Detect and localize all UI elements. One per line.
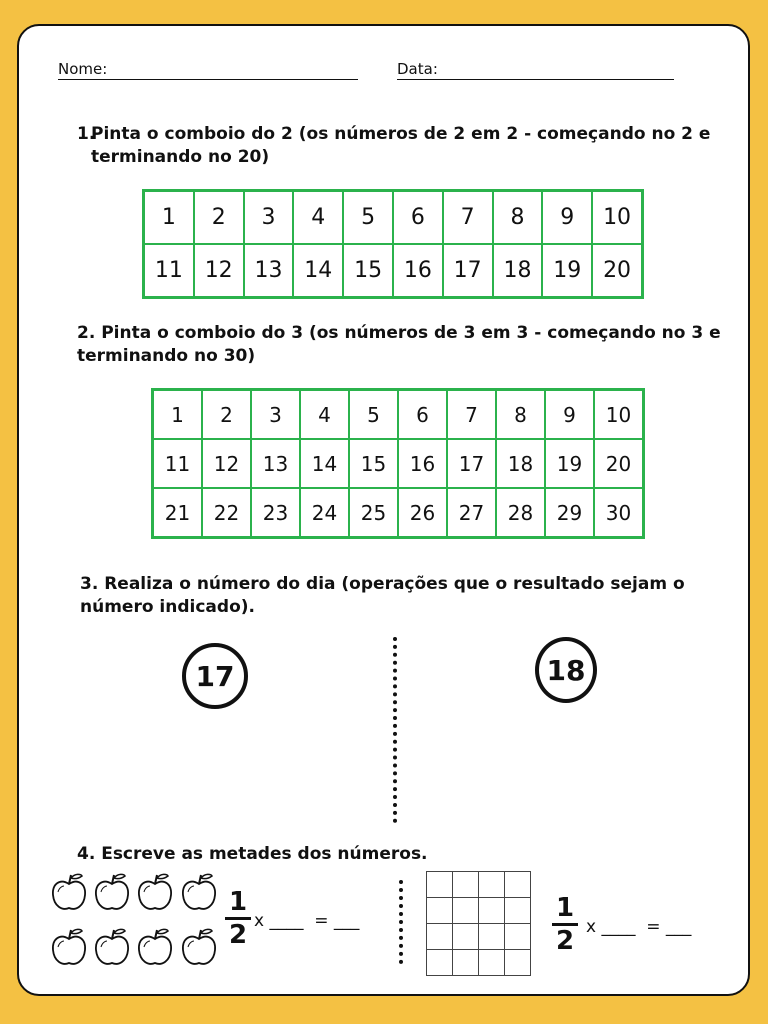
grid-cell[interactable]: 10 [592,191,642,245]
number-grid-1 [142,189,644,299]
apple-icon [180,870,218,912]
apple-icon [50,925,88,967]
grid-cell[interactable]: 11 [153,439,203,488]
square-cell[interactable] [505,872,531,898]
question-1-number: 1. [77,124,96,144]
grid-cell[interactable]: 11 [144,244,194,298]
grid-cell[interactable]: 9 [542,191,592,245]
grid-cell[interactable]: 17 [443,244,493,298]
grid-cell[interactable]: 19 [545,439,594,488]
grid-cell[interactable]: 2 [202,390,251,440]
apple-icon [50,870,88,912]
dotted-divider [393,637,397,823]
grid-cell[interactable]: 28 [496,488,545,538]
square-cell[interactable] [427,898,453,924]
fraction-numerator: 1 [228,887,248,917]
square-cell[interactable] [505,950,531,976]
square-cell[interactable] [427,924,453,950]
question-3-text: 3. Realiza o número do dia (operações que o resultado sejam o número indicado). [80,574,685,617]
grid-cell[interactable]: 13 [244,244,294,298]
apple-icon [136,925,174,967]
grid-cell[interactable]: 13 [251,439,300,488]
equation-left[interactable]: x ____ = ___ [254,911,360,931]
square-row [427,898,531,924]
grid-cell[interactable]: 18 [496,439,545,488]
name-line[interactable] [58,79,358,80]
grid-cell[interactable]: 1 [153,390,203,440]
grid-cell[interactable]: 16 [398,439,447,488]
grid-cell[interactable]: 7 [447,390,496,440]
grid-cell[interactable]: 16 [393,244,443,298]
square-cell[interactable] [479,950,505,976]
grid-cell[interactable]: 23 [251,488,300,538]
square-cell[interactable] [453,898,479,924]
grid-cell[interactable]: 20 [594,439,644,488]
grid-row [153,390,644,440]
question-2-text: 2. Pinta o comboio do 3 (os números de 3 em 3 - começando no 3 e terminando no 30) [77,323,721,366]
grid-cell[interactable]: 9 [545,390,594,440]
question-4-text: 4. Escreve as metades dos números. [77,844,428,864]
grid-cell[interactable]: 7 [443,191,493,245]
grid-cell[interactable]: 4 [293,191,343,245]
grid-cell[interactable]: 26 [398,488,447,538]
grid-cell[interactable]: 8 [493,191,543,245]
grid-row [144,244,643,298]
grid-cell[interactable]: 4 [300,390,349,440]
square-cell[interactable] [453,924,479,950]
dotted-divider-2 [399,880,403,964]
square-row [427,872,531,898]
square-row [427,924,531,950]
grid-cell[interactable]: 29 [545,488,594,538]
grid-cell[interactable]: 17 [447,439,496,488]
number-of-day-right: 18 [535,637,597,703]
apple-icon [180,925,218,967]
square-cell[interactable] [479,924,505,950]
square-cell[interactable] [505,924,531,950]
apple-icon [93,925,131,967]
grid-cell[interactable]: 15 [343,244,393,298]
grid-cell[interactable]: 18 [493,244,543,298]
grid-cell[interactable]: 15 [349,439,398,488]
grid-row [144,191,643,245]
grid-cell[interactable]: 5 [349,390,398,440]
fraction-half-right [552,894,578,955]
question-1-text: Pinta o comboio do 2 (os números de 2 em 2 - começando no 2 e terminando no 20) [91,124,711,167]
grid-cell[interactable]: 14 [300,439,349,488]
grid-cell[interactable]: 27 [447,488,496,538]
grid-cell[interactable]: 21 [153,488,203,538]
grid-cell[interactable]: 14 [293,244,343,298]
grid-cell[interactable]: 6 [393,191,443,245]
grid-cell[interactable]: 12 [194,244,244,298]
grid-cell[interactable]: 2 [194,191,244,245]
grid-cell[interactable]: 20 [592,244,642,298]
grid-cell[interactable]: 8 [496,390,545,440]
date-label: Data: [397,60,438,78]
grid-cell[interactable]: 22 [202,488,251,538]
grid-cell[interactable]: 5 [343,191,393,245]
square-cell[interactable] [427,872,453,898]
grid-cell[interactable]: 10 [594,390,644,440]
grid-cell[interactable]: 19 [542,244,592,298]
grid-cell[interactable]: 3 [244,191,294,245]
fraction-denominator: 2 [228,920,248,950]
square-grid [426,871,531,976]
fraction-half-left [225,888,251,949]
name-label: Nome: [58,60,108,78]
apple-icon [93,870,131,912]
square-cell[interactable] [505,898,531,924]
equation-right[interactable]: x ____ = ___ [586,917,692,937]
square-row [427,950,531,976]
square-cell[interactable] [453,950,479,976]
square-cell[interactable] [453,872,479,898]
grid-cell[interactable]: 12 [202,439,251,488]
grid-row [153,488,644,538]
square-cell[interactable] [427,950,453,976]
grid-cell[interactable]: 6 [398,390,447,440]
grid-cell[interactable]: 25 [349,488,398,538]
square-cell[interactable] [479,898,505,924]
grid-cell[interactable]: 3 [251,390,300,440]
fraction-numerator: 1 [555,893,575,923]
number-grid-2 [151,388,645,539]
grid-row [153,439,644,488]
grid-cell[interactable]: 30 [594,488,644,538]
number-of-day-left: 17 [182,643,248,709]
fraction-denominator: 2 [555,926,575,956]
square-cell[interactable] [479,872,505,898]
apple-icon [136,870,174,912]
grid-cell[interactable]: 1 [144,191,194,245]
date-line[interactable] [397,79,674,80]
grid-cell[interactable]: 24 [300,488,349,538]
